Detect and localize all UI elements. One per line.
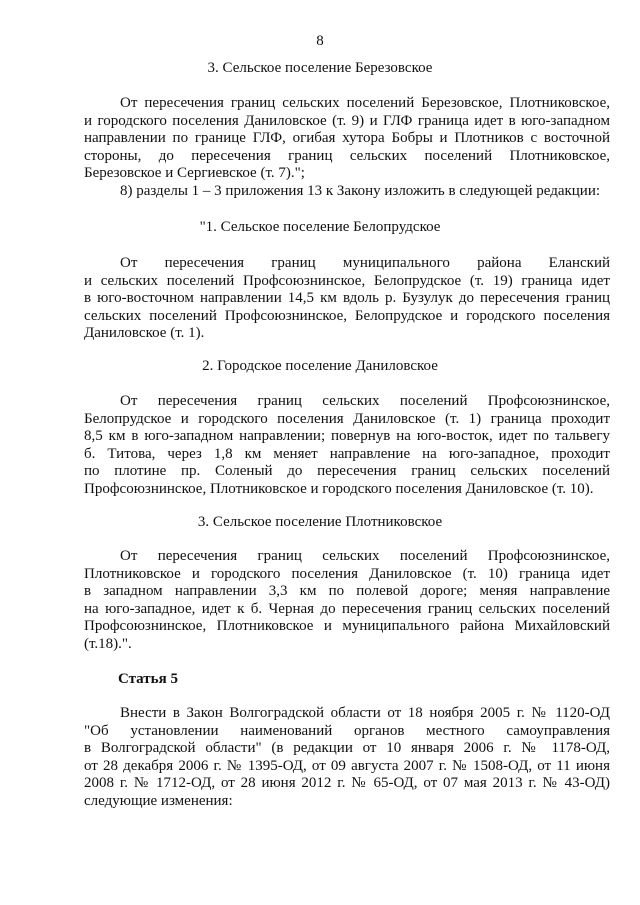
section-heading-berezovskoe: 3. Сельское поселение Березовское — [207, 60, 433, 76]
text-line: в Волгоградской области" (в редакции от 10 января 2006 г. № 1178-ОД, — [84, 740, 610, 756]
text-line: и городского поселения Даниловское (т. 9) и ГЛФ граница идет в юго-западном — [84, 112, 610, 129]
text-line: следующие изменения: — [84, 792, 233, 809]
section-heading-plotnikovskoe: 3. Сельское поселение Плотниковское — [197, 514, 443, 530]
text-line: Плотниковское и городского поселения Даниловское (т. 10) граница идет — [84, 565, 610, 582]
paragraph-plotnikovskoe-boundary — [84, 548, 610, 653]
text-line: от 28 декабря 2006 г. № 1395-ОД, от 09 августа 2007 г. № 1508-ОД, от 11 июня — [84, 757, 610, 774]
text-line: сельских поселений Профсоюзнинское, Белопрудское и городского поселения — [84, 307, 610, 324]
section-heading-beloprudskoe: "1. Сельское поселение Белопрудское — [199, 219, 441, 235]
paragraph-danilovskoe-boundary — [84, 393, 610, 498]
text-line: "Об установлении наименований органов местного самоуправления — [84, 722, 610, 739]
text-line: Березовское и Сергиевское (т. 7)."; — [84, 165, 305, 181]
paragraph-article-5 — [84, 705, 610, 810]
text-line: Внести в Закон Волгоградской области от 18 ноября 2005 г. № 1120-ОД — [120, 705, 610, 721]
text-line: Профсоюзнинское, Плотниковское и муниципального района Михайловский — [84, 618, 610, 634]
paragraph-beloprudskoe-boundary — [84, 255, 610, 343]
paragraph-item-8 — [84, 183, 610, 201]
text-line: От пересечения границ муниципального района Еланский — [120, 255, 610, 271]
text-line: на юго-западное, идет к б. Черная до пересечения границ сельских поселений — [84, 600, 610, 617]
text-line: и сельских поселений Профсоюзнинское, Белопрудское (т. 19) граница идет — [84, 272, 610, 289]
page-number: 8 — [316, 33, 324, 49]
text-line: Белопрудское и городского поселения Даниловское (т. 1) граница проходит — [84, 410, 610, 427]
text-line: направлении по границе ГЛФ, огибая хутора Бобры и Плотников с восточной — [84, 130, 610, 146]
text-line: (т.18).". — [84, 635, 132, 652]
text-line: 8) разделы 1 – 3 приложения 13 к Закону изложить в следующей редакции: — [120, 183, 601, 199]
article-heading: Статья 5 — [118, 671, 178, 687]
text-line: Даниловское (т. 1). — [84, 325, 205, 341]
section-heading-danilovskoe: 2. Городское поселение Даниловское — [202, 358, 438, 374]
text-line: Профсоюзнинское, Плотниковское и городского поселения Даниловское (т. 10). — [84, 480, 594, 497]
text-line: в западном направлении 3,3 км по полевой дороге; меняя направление — [84, 583, 610, 599]
text-line: От пересечения границ сельских поселений Профсоюзнинское, — [120, 393, 610, 409]
text-line: б. Титова, через 1,8 км меняет направление на юго-западное, проходит — [84, 445, 610, 462]
paragraph-berezovskoe-boundary — [84, 95, 610, 183]
text-line: От пересечения границ сельских поселений Березовское, Плотниковское, — [120, 95, 610, 111]
text-line: От пересечения границ сельских поселений Профсоюзнинское, — [120, 548, 610, 564]
text-line: стороны, до пересечения границ сельских поселений Плотниковское, — [84, 147, 610, 164]
text-line: 8,5 км в юго-западном направлении; повернув на юго-восток, идет по тальвегу — [84, 428, 610, 444]
text-line: 2008 г. № 1712-ОД, от 28 июня 2012 г. № 65-ОД, от 07 мая 2013 г. № 43-ОД) — [84, 775, 610, 791]
text-line: в юго-восточном направлении 14,5 км вдоль р. Бузулук до пересечения границ — [84, 290, 610, 306]
text-line: по плотине пр. Соленый до пересечения границ сельских поселений — [84, 463, 610, 479]
